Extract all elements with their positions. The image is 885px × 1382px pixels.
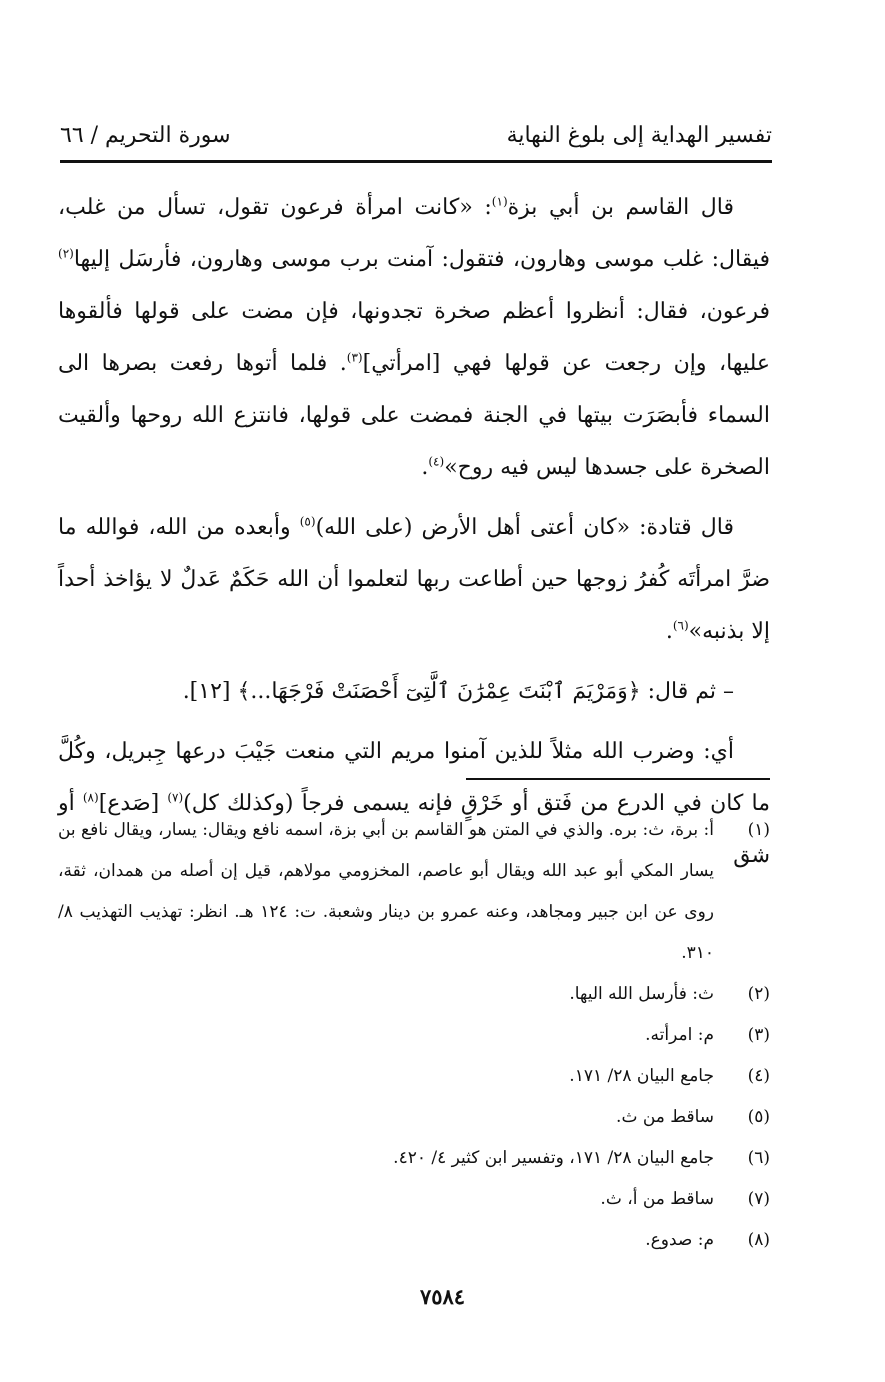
text-run: . [665,619,673,644]
footnote-text: أ: برة، ث: بره. والذي في المتن هو القاسم بن أبي بزة، اسمه نافع ويقال: يسار، ويقال نافع بن يسار المكي أبو عبد الله ويقال أبو عاصم، المخزومي مولاهم، قيل إن أصله من همدان، ثقة، روى عن ابن جبير ومجاهد، وعنه عمرو بن دينار وشعبة. ت: ١٢٤ هـ. انظر: تهذيب التهذيب ٨/ ٣١٠. [57,820,714,963]
footnote-text: م: امرأته. [645,1025,714,1045]
footnote-ref-7: (٧) [167,790,184,805]
footnote-number: (٤) [747,1066,770,1086]
footnote-number: (٢) [747,984,770,1004]
footnote-item [58,1138,770,1179]
footnote-ref-1: (١) [491,194,508,209]
text-run: قال القاسم بن أبي بزة [507,195,734,220]
footnote-ref-4: (٤) [428,454,445,469]
footnotes [58,810,770,1261]
footnote-ref-8: (٨) [82,790,99,805]
footnote-item [58,1179,770,1220]
footnote-text: ساقط من أ، ث. [600,1189,714,1209]
surah-title: سورة التحريم / ٦٦ [60,123,231,148]
footnote-item [58,810,770,974]
text-run: . فلما أتوها رفعت بصرها الى السماء فأبصَرَت بيتها في الجنة فمضت على قولها، فانتزع الله روحها وألقيت الصخرة على جسدها ليس فيه روح» [58,351,770,480]
footnote-number: (٧) [747,1189,770,1209]
text-run: وأبعده من الله، فوالله ما ضرَّ امرأتَه كُفرُ زوجها حين أطاعت ربها لتعلموا أن الله حَكَمٌ عَدلٌ لا يؤاخذ أحداً إلا بذنبه» [58,515,770,644]
footnote-item [58,1056,770,1097]
header-divider [60,160,772,163]
footnote-item [58,1097,770,1138]
text-run: : «كانت امرأة فرعون تقول، تسأل من غلب، فيقال: غلب موسى وهارون، فتقول: آمنت برب موسى وهارون، فأرسَل إليها [58,195,770,272]
text-run: أي: وضرب الله مثلاً للذين آمنوا مريم التي منعت جَيْبَ درعها جِبريل، وكُلَّ ما كان في الدرع من فَتق أو خَرْقٍ فإنه يسمى فرجاً (وكذلك كل) [58,739,771,816]
footnote-text: جامع البيان ٢٨/ ١٧١، وتفسير ابن كثير ٤/ ٤٢٠. [393,1148,714,1168]
footnote-number: (٣) [747,1025,770,1045]
footnote-number: (٥) [747,1107,770,1127]
footnote-ref-2: (٢) [58,246,74,261]
footnote-ref-5: (٥) [299,514,316,529]
footnote-item [58,1220,770,1261]
page-number: ٧٥٨٤ [419,1284,466,1309]
quran-verse: ﴿وَمَرْيَمَ ٱبْنَتَ عِمْرَٰنَ ٱلَّتِىٓ أَحْصَنَتْ فَرْجَهَا...﴾ [237,679,641,704]
paragraph-qasim [58,182,770,494]
footnote-item [58,974,770,1015]
main-text [58,182,770,890]
footnote-text: جامع البيان ٢٨/ ١٧١. [569,1066,714,1086]
footnote-ref-6: (٦) [672,618,689,633]
text-run: أو شق [58,791,770,868]
verse-reference: [١٢]. [182,679,238,704]
verse-intro: – ثم قال: [640,679,734,704]
text-run: قال قتادة: «كان أعتى أهل الأرض (على الله) [315,515,734,540]
footnote-ref-3: (٣) [346,350,363,365]
footnote-item [58,1015,770,1056]
footnote-divider [466,778,770,780]
text-run: فرعون، فقال: أنظروا أعظم صخرة تجدونها، فإن مضت على قولها فألقوها عليها، وإن رجعت عن قولها فهي [امرأتي] [58,299,770,376]
running-header [60,116,772,156]
text-run: [صَدع] [98,791,168,816]
book-title: تفسير الهداية إلى بلوغ النهاية [506,123,772,148]
footnote-text: ث: فأرسل الله اليها. [569,984,714,1004]
footnote-number: (٦) [747,1148,770,1168]
paragraph-qatada [58,502,770,658]
footnote-number: (٨) [747,1230,770,1250]
footnote-text: م: صدوع. [645,1230,714,1250]
text-run: . [421,455,429,480]
footnote-number: (١) [747,820,770,840]
footnote-text: ساقط من ث. [616,1107,714,1127]
verse-line [58,666,770,718]
